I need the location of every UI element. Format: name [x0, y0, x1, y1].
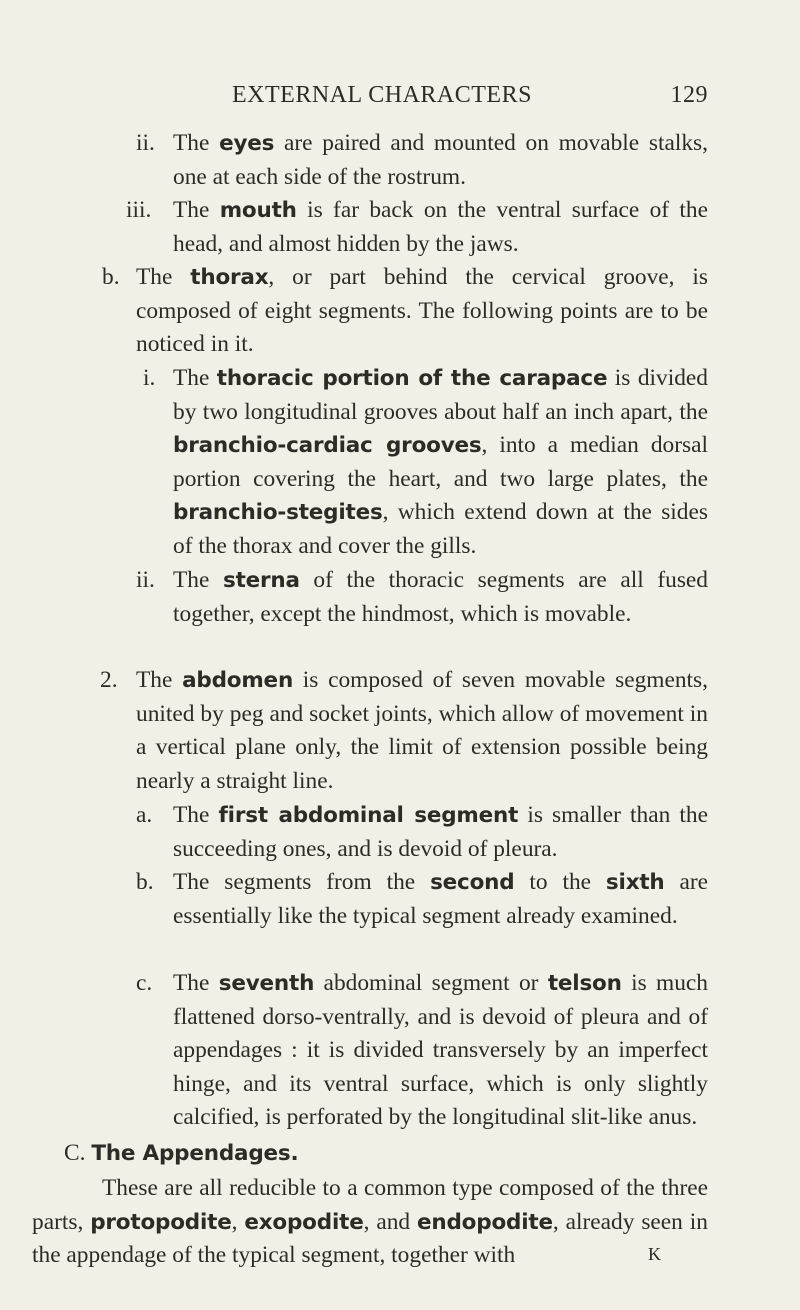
item-label: ii. [136, 567, 155, 593]
section-label: C. [64, 1140, 86, 1166]
item-text: The thorax, or part behind the cervical groove, is composed of eight segments. The following points are to be noticed in it. [136, 264, 709, 357]
item-label: b. [136, 869, 154, 895]
item-label: ii. [136, 130, 155, 156]
item-label: iii. [126, 197, 152, 223]
item-label: c. [136, 970, 153, 996]
section-title: The Appendages. [91, 1141, 299, 1166]
item-label: b. [102, 264, 120, 290]
section-heading [64, 1137, 708, 1171]
running-title: EXTERNAL CHARACTERS [232, 82, 532, 108]
paragraph-abdomen [100, 664, 708, 798]
paragraph-eyes [136, 127, 708, 194]
item-text: The mouth is far back on the ventral surface of the head, and almost hidden by the jaws. [173, 197, 708, 257]
paragraph-first-segment [136, 799, 708, 866]
paragraph-telson [136, 967, 708, 1135]
item-text: The seventh abdominal segment or telson is much flattened dorso-ventrally, and is devoid of pleura and of appendages : it is divided transversely by an imperfect hinge, and its ventral surface, which is only slightly calcified, is perforated by the longitudinal slit-like anus. [173, 970, 709, 1130]
signature-mark: K [648, 1244, 661, 1264]
item-label: i. [143, 365, 156, 391]
item-text: The abdomen is composed of seven movable segments, united by peg and socket joints, which allow of movement in a vertical plane only, the limit of extension possible being nearly a straight line. [136, 667, 708, 794]
item-text: The sterna of the thoracic segments are all fused together, except the hindmost, which is movable. [173, 567, 709, 627]
paragraph-middle-segments [136, 866, 708, 933]
item-text: The segments from the second to the sixth are essentially like the typical segment already examined. [173, 869, 708, 929]
item-text: The eyes are paired and mounted on movable stalks, one at each side of the rostrum. [173, 130, 708, 190]
paragraph-thorax [102, 261, 708, 362]
paragraph-appendages: These are all reducible to a common type composed of the three parts, protopodite, exopodite, and endopodite, already seen in the appendage of the typical segment, together with [32, 1175, 708, 1268]
paragraph-mouth [126, 194, 708, 261]
item-label: a. [136, 802, 153, 828]
item-text: The first abdominal segment is smaller than the succeeding ones, and is devoid of pleura. [173, 802, 708, 862]
page-number: 129 [670, 82, 708, 108]
paragraph-carapace [143, 362, 708, 563]
paragraph-sterna [136, 564, 708, 631]
item-label: 2. [100, 667, 118, 693]
item-text: The thoracic portion of the carapace is divided by two longitudinal grooves about half an inch apart, the branchio-cardiac grooves, into a median dorsal portion covering the heart, and two large plates, the branchio-stegites, which extend down at the sides of the thorax and cover the gills. [173, 365, 708, 559]
